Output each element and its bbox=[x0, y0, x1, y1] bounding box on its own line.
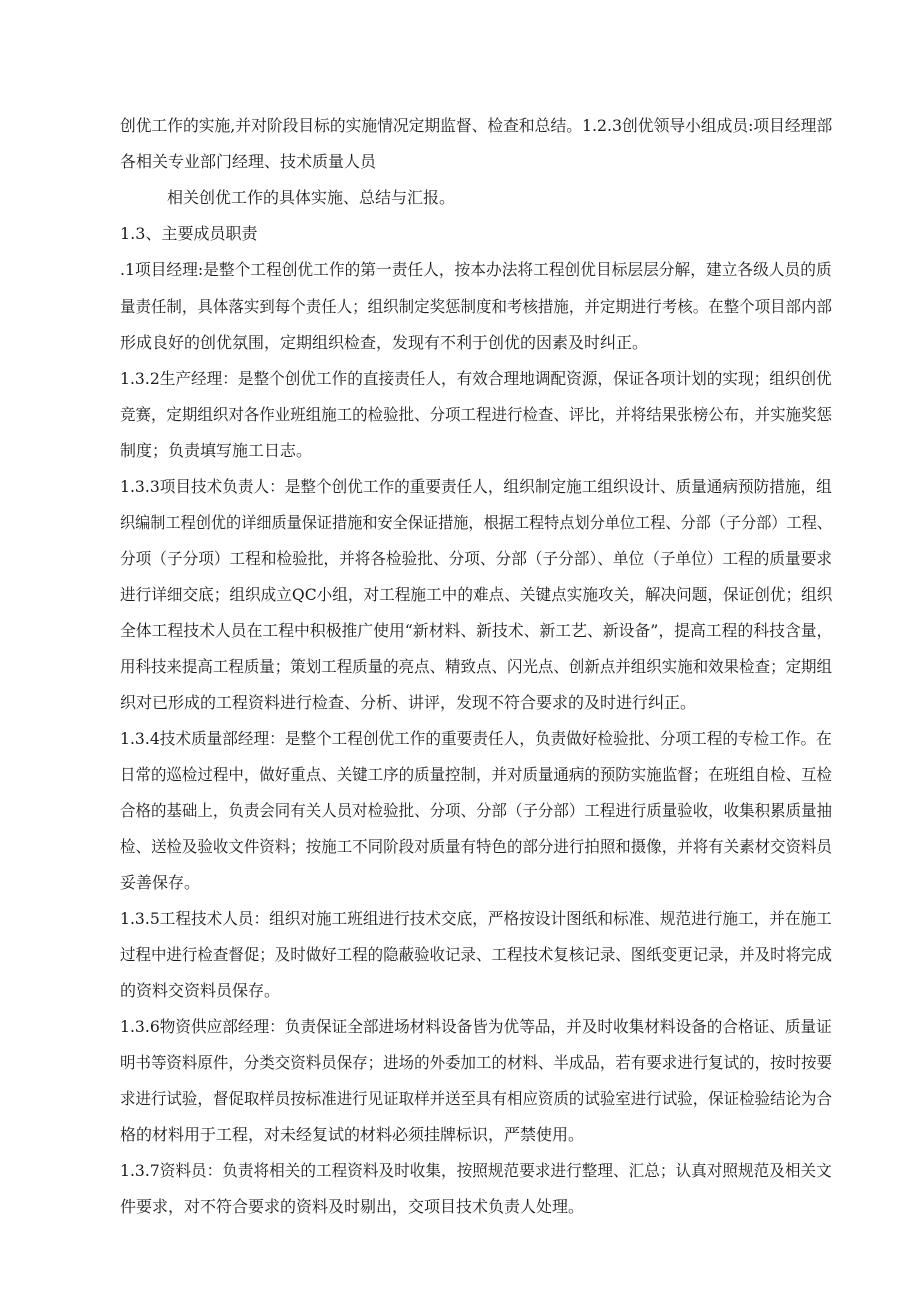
text-line: 竞赛，定期组织对各作业班组施工的检验批、分项工程进行检查、评比，并将结果张榜公布，并实施奖惩 bbox=[120, 405, 833, 424]
text-line: 各相关专业部门经理、技术质量人员 bbox=[120, 152, 377, 171]
text-line: 件要求，对不符合要求的资料及时剔出，交项目技术负责人处理。 bbox=[120, 1197, 585, 1216]
text-line: 1.3.2生产经理：是整个创优工作的直接责任人，有效合理地调配资源，保证各项计划的实现；组织创优 bbox=[120, 369, 832, 388]
text-line: 分项（子分项）工程和检验批，并将各检验批、分项、分部（子分部）、单位（子单位）工程的质量要求 bbox=[120, 549, 832, 568]
text-line: 相关创优工作的具体实施、总结与汇报。 bbox=[167, 188, 456, 207]
text-line: 妥善保存。 bbox=[120, 873, 201, 892]
text-line: 创优工作的实施,并对阶段目标的实施情况定期监督、检查和总结。1.2.3创优领导小组成员:项目经理部 bbox=[120, 116, 833, 135]
section-heading: 1.3、主要成员职责 bbox=[120, 224, 258, 243]
text-line: 明书等资料原件，分类交资料员保存；进场的外委加工的材料、半成品，若有要求进行复试的，按时按要 bbox=[120, 1053, 833, 1072]
text-line: 进行详细交底；组织成立QC小组，对工程施工中的难点、关键点实施攻关，解决问题，保证创优；组织 bbox=[120, 585, 833, 604]
text-line: 过程中进行检查督促；及时做好工程的隐蔽验收记录、工程技术复核记录、图纸变更记录，并及时将完成 bbox=[120, 945, 833, 964]
text-line: 制度；负责填写施工日志。 bbox=[120, 441, 313, 460]
text-line: 合格的基础上，负责会同有关人员对检验批、分项、分部（子分部）工程进行质量验收，收集积累质量抽 bbox=[120, 801, 833, 820]
text-line: 织对已形成的工程资料进行检查、分析、讲评，发现不符合要求的及时进行纠正。 bbox=[120, 693, 697, 712]
text-line: 1.3.4技术质量部经理：是整个工程创优工作的重要责任人，负责做好检验批、分项工程的专检工作。在 bbox=[120, 729, 832, 748]
text-line: 的资料交资料员保存。 bbox=[120, 981, 281, 1000]
text-line: 用科技来提高工程质量；策划工程质量的亮点、精致点、闪光点、创新点并组织实施和效果检查；定期组 bbox=[120, 657, 833, 676]
text-line: 日常的巡检过程中，做好重点、关键工序的质量控制，并对质量通病的预防实施监督；在班组自检、互检 bbox=[120, 765, 833, 784]
text-line: 求进行试验，督促取样员按标准进行见证取样并送至具有相应资质的试验室进行试验，保证检验结论为合 bbox=[120, 1089, 833, 1108]
text-line: 织编制工程创优的详细质量保证措施和安全保证措施，根据工程特点划分单位工程、分部（子分部）工程、 bbox=[120, 513, 833, 532]
text-line: 1.3.5工程技术人员：组织对施工班组进行技术交底，严格按设计图纸和标准、规范进行施工，并在施工 bbox=[120, 909, 832, 928]
text-line: .1项目经理:是整个工程创优工作的第一责任人，按本办法将工程创优目标层层分解，建立各级人员的质 bbox=[120, 260, 832, 279]
text-line: 1.3.7资料员：负责将相关的工程资料及时收集，按照规范要求进行整理、汇总；认真对照规范及相关文 bbox=[120, 1161, 832, 1180]
text-line: 全体工程技术人员在工程中积极推广使用“新材料、新技术、新工艺、新设备”，提高工程的科技含量， bbox=[120, 621, 833, 640]
text-line: 1.3.6物资供应部经理：负责保证全部进场材料设备皆为优等品，并及时收集材料设备的合格证、质量证 bbox=[120, 1017, 832, 1036]
text-line: 1.3.3项目技术负责人：是整个创优工作的重要责任人，组织制定施工组织设计、质量通病预防措施，组 bbox=[120, 477, 832, 496]
text-line: 格的材料用于工程，对未经复试的材料必须挂牌标识，严禁使用。 bbox=[120, 1125, 585, 1144]
text-line: 量责任制，具体落实到每个责任人；组织制定奖惩制度和考核措施，并定期进行考核。在整个项目部内部 bbox=[120, 297, 833, 316]
text-line: 检、送检及验收文件资料；按施工不同阶段对质量有特色的部分进行拍照和摄像，并将有关素材交资料员 bbox=[120, 837, 833, 856]
text-line: 形成良好的创优氛围，定期组织检查，发现有不利于创优的因素及时纠正。 bbox=[120, 333, 649, 352]
